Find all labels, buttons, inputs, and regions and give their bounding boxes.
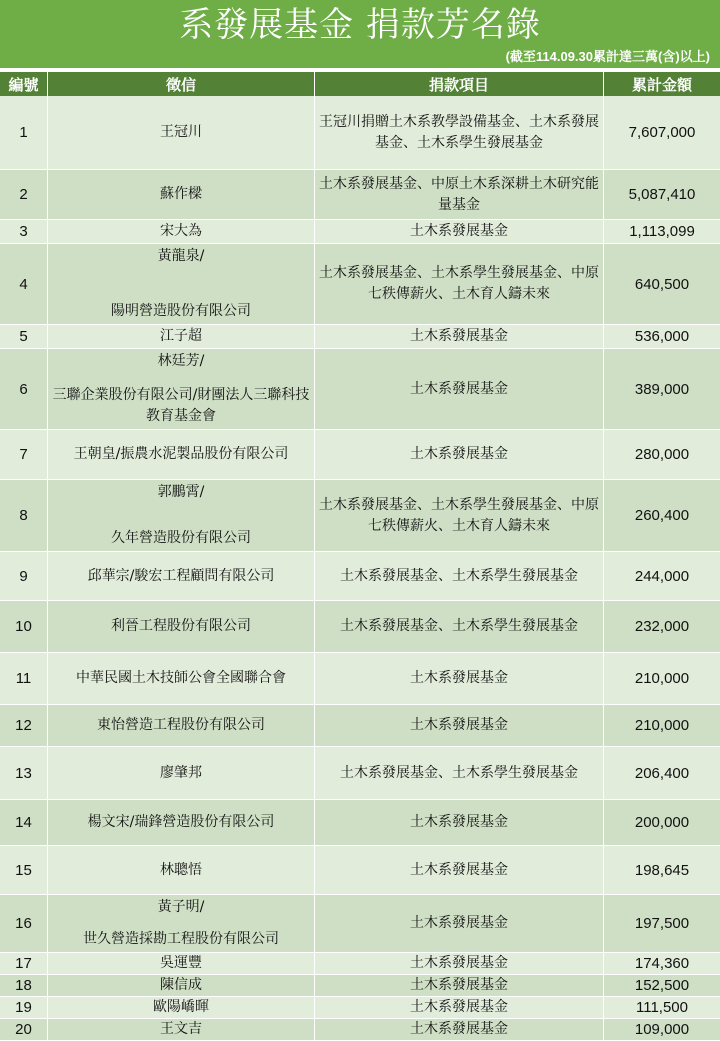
header-item: 捐款項目 bbox=[315, 72, 604, 96]
page-subtitle: (截至114.09.30累計達三萬(含)以上) bbox=[505, 49, 710, 64]
name-line-person: 林廷芳/ bbox=[157, 353, 205, 369]
cell-item: 土木系發展基金 bbox=[315, 430, 604, 479]
header-name: 徵信 bbox=[48, 72, 315, 96]
cell-item: 土木系發展基金 bbox=[315, 800, 604, 845]
table-row bbox=[0, 552, 720, 601]
cell-item: 土木系發展基金 bbox=[315, 1019, 604, 1040]
cell-item: 王冠川捐贈土木系教學設備基金、土木系發展基金、土木系學生發展基金 bbox=[315, 96, 604, 169]
cell-amount: 210,000 bbox=[634, 717, 690, 734]
cell-name: 廖肇邦 bbox=[48, 747, 315, 799]
cell-amount: 200,000 bbox=[634, 814, 690, 831]
cell-amount: 1,113,099 bbox=[629, 223, 695, 240]
cell-item: 土木系發展基金 bbox=[315, 705, 604, 746]
cell-no: 6 bbox=[0, 349, 48, 429]
cell-name: 歐陽嶠暉 bbox=[48, 997, 315, 1018]
cell-no: 10 bbox=[0, 601, 48, 652]
table-row bbox=[0, 895, 720, 953]
cell-amount: 640,500 bbox=[634, 275, 690, 293]
cell-no: 3 bbox=[0, 220, 48, 243]
cell-amount: 210,000 bbox=[634, 670, 690, 687]
name-line-person: 郭鵬霄/ bbox=[157, 484, 205, 500]
table-row bbox=[0, 220, 720, 244]
cell-amount: 389,000 bbox=[634, 380, 690, 398]
name-line-person: 黃子明/ bbox=[157, 899, 205, 915]
cell-amount: 206,400 bbox=[634, 764, 690, 782]
cell-amount: 7,607,000 bbox=[628, 124, 696, 141]
cell-no: 2 bbox=[0, 170, 48, 219]
page-title: 系發展基金 捐款芳名錄 bbox=[179, 5, 541, 45]
name-lines bbox=[111, 480, 251, 551]
table-row bbox=[0, 747, 720, 800]
name-lines bbox=[83, 895, 279, 952]
cell-no: 13 bbox=[0, 747, 48, 799]
header-amount: 累計金額 bbox=[631, 75, 692, 94]
cell-amount: 174,360 bbox=[634, 955, 690, 972]
cell-no: 19 bbox=[0, 997, 48, 1018]
cell-name: 江子超 bbox=[48, 325, 315, 348]
table-row bbox=[0, 800, 720, 846]
cell-item: 土木系發展基金、土木系學生發展基金 bbox=[315, 601, 604, 652]
cell-no: 5 bbox=[0, 325, 48, 348]
cell-no: 9 bbox=[0, 552, 48, 600]
header-no: 編號 bbox=[0, 72, 48, 96]
table-row bbox=[0, 997, 720, 1019]
cell-no: 17 bbox=[0, 953, 48, 974]
name-line-company: 陽明營造股份有限公司 bbox=[111, 303, 251, 319]
cell-no: 1 bbox=[0, 96, 48, 169]
cell-item: 土木系發展基金、土木系學生發展基金 bbox=[315, 552, 604, 600]
cell-item: 土木系發展基金、土木系學生發展基金、中原七秩傳薪火、土木育人鑄未來 bbox=[315, 480, 604, 551]
table-row bbox=[0, 846, 720, 895]
cell-name bbox=[48, 349, 315, 429]
cell-amount: 109,000 bbox=[634, 1021, 690, 1038]
name-line-company: 久年營造股份有限公司 bbox=[111, 530, 251, 546]
cell-amount: 280,000 bbox=[634, 446, 690, 463]
cell-amount: 197,500 bbox=[634, 915, 690, 932]
table-row bbox=[0, 244, 720, 325]
cell-no: 20 bbox=[0, 1019, 48, 1040]
table-row bbox=[0, 349, 720, 430]
cell-name: 東怡營造工程股份有限公司 bbox=[48, 705, 315, 746]
cell-amount: 152,500 bbox=[634, 977, 690, 994]
cell-no: 8 bbox=[0, 480, 48, 551]
cell-no: 7 bbox=[0, 430, 48, 479]
cell-name: 宋大為 bbox=[48, 220, 315, 243]
table-row bbox=[0, 953, 720, 975]
cell-no: 14 bbox=[0, 800, 48, 845]
cell-item: 土木系發展基金 bbox=[315, 349, 604, 429]
cell-name: 林聰悟 bbox=[48, 846, 315, 894]
cell-amount: 5,087,410 bbox=[628, 186, 696, 203]
table-row bbox=[0, 170, 720, 220]
cell-name: 王冠川 bbox=[48, 96, 315, 169]
name-line-company: 世久營造採勘工程股份有限公司 bbox=[83, 931, 279, 947]
cell-item: 土木系發展基金 bbox=[315, 953, 604, 974]
table-row bbox=[0, 705, 720, 747]
cell-name: 王文吉 bbox=[48, 1019, 315, 1040]
cell-name bbox=[48, 480, 315, 551]
cell-name bbox=[48, 895, 315, 952]
cell-amount: 111,500 bbox=[636, 999, 688, 1016]
cell-name: 蘇作樑 bbox=[48, 170, 315, 219]
cell-no: 4 bbox=[0, 244, 48, 324]
name-line-person: 黃龍泉/ bbox=[157, 248, 205, 264]
cell-item: 土木系發展基金、土木系學生發展基金 bbox=[315, 747, 604, 799]
name-line-company: 三聯企業股份有限公司/財團法人三聯科技教育基金會 bbox=[52, 387, 310, 424]
cell-no: 11 bbox=[0, 653, 48, 704]
cell-amount: 198,645 bbox=[634, 861, 690, 879]
table-row bbox=[0, 96, 720, 170]
cell-name bbox=[48, 244, 315, 324]
cell-item: 土木系發展基金 bbox=[315, 220, 604, 243]
cell-item: 土木系發展基金、土木系學生發展基金、中原七秩傳薪火、土木育人鑄未來 bbox=[315, 244, 604, 324]
cell-amount: 536,000 bbox=[634, 328, 690, 345]
cell-no: 15 bbox=[0, 846, 48, 894]
cell-no: 16 bbox=[0, 895, 48, 952]
table-row bbox=[0, 480, 720, 552]
cell-amount: 232,000 bbox=[634, 618, 690, 635]
table-row bbox=[0, 430, 720, 480]
table-row bbox=[0, 601, 720, 653]
cell-amount: 244,000 bbox=[634, 567, 690, 585]
cell-name: 吳運豐 bbox=[48, 953, 315, 974]
cell-item: 土木系發展基金 bbox=[315, 997, 604, 1018]
table-row bbox=[0, 653, 720, 705]
cell-item: 土木系發展基金 bbox=[315, 846, 604, 894]
cell-name: 楊文宋/瑞鋒營造股份有限公司 bbox=[48, 800, 315, 845]
cell-item: 土木系發展基金 bbox=[315, 975, 604, 996]
cell-amount: 260,400 bbox=[634, 507, 690, 524]
table-body bbox=[0, 96, 720, 1041]
table-row bbox=[0, 1019, 720, 1041]
cell-name: 中華民國土木技師公會全國聯合會 bbox=[48, 653, 315, 704]
cell-item: 土木系發展基金 bbox=[315, 895, 604, 952]
cell-name: 利晉工程股份有限公司 bbox=[48, 601, 315, 652]
table-row bbox=[0, 325, 720, 349]
cell-no: 18 bbox=[0, 975, 48, 996]
table-row bbox=[0, 975, 720, 997]
donor-table bbox=[0, 72, 720, 1041]
cell-item: 土木系發展基金 bbox=[315, 653, 604, 704]
cell-no: 12 bbox=[0, 705, 48, 746]
cell-name: 邱華宗/駿宏工程顧問有限公司 bbox=[48, 552, 315, 600]
table-header bbox=[0, 72, 720, 96]
name-lines bbox=[52, 349, 310, 429]
cell-item: 土木系發展基金、中原土木系深耕土木研究能量基金 bbox=[315, 170, 604, 219]
name-lines bbox=[111, 244, 251, 324]
cell-item: 土木系發展基金 bbox=[315, 325, 604, 348]
cell-name: 王朝皇/振農水泥製品股份有限公司 bbox=[48, 430, 315, 479]
cell-name: 陳信成 bbox=[48, 975, 315, 996]
